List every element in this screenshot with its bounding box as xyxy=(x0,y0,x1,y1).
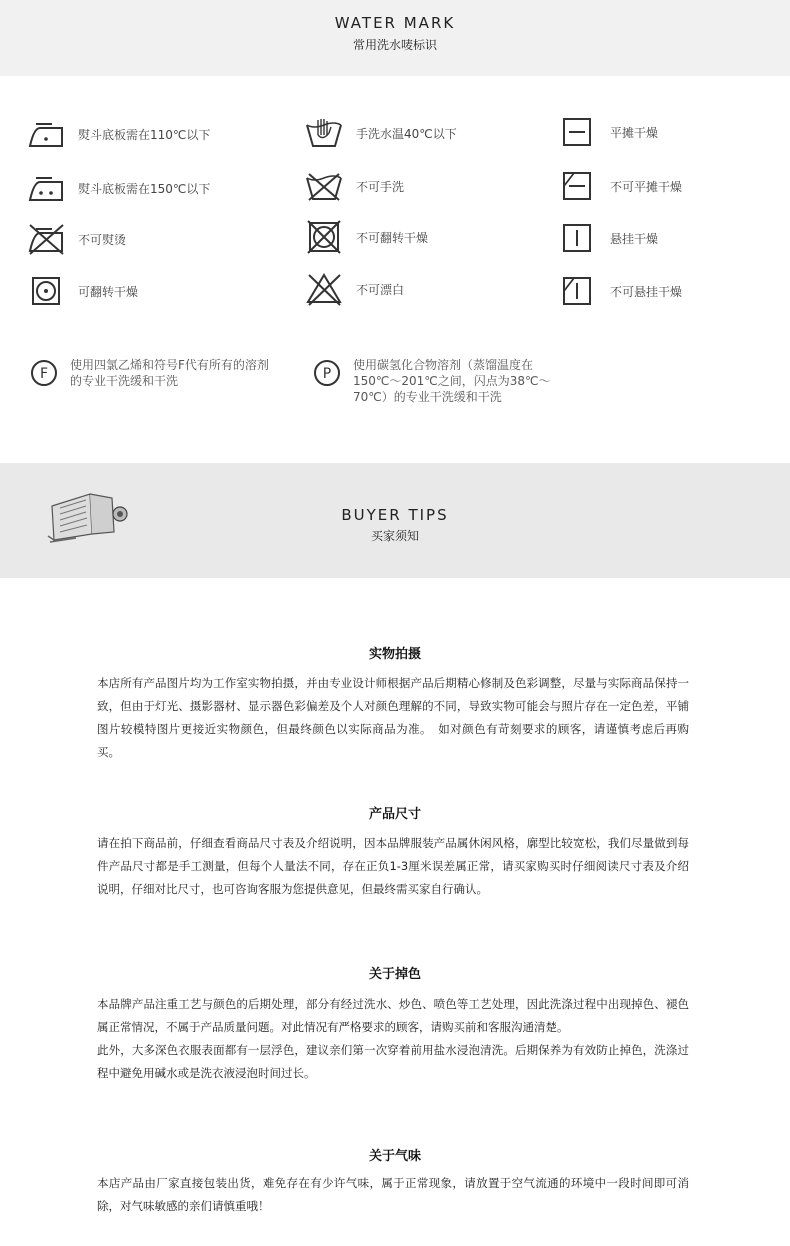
dry-clean-f-text: 使用四氯乙烯和符号F代有所有的溶剂的专业干洗缓和干洗 xyxy=(70,358,269,388)
no-iron-icon xyxy=(26,222,66,256)
water-mark-title: WATER MARK xyxy=(334,14,456,32)
section-title-color-fading: 关于掉色 xyxy=(368,967,421,982)
dry-clean-p-item xyxy=(313,357,559,405)
section-title-odor: 关于气味 xyxy=(368,1149,421,1164)
section-title-photography: 实物拍摄 xyxy=(368,647,421,662)
care-item-iron-110 xyxy=(26,117,210,151)
no-hang-dry-icon xyxy=(558,274,598,308)
water-mark-header xyxy=(0,0,790,76)
svg-text:F: F xyxy=(39,366,49,382)
dry-flat-icon xyxy=(558,115,598,149)
care-label: 手洗水温40℃以下 xyxy=(356,126,457,141)
care-item-iron-150 xyxy=(26,171,210,205)
care-label: 不可熨烫 xyxy=(78,232,127,247)
section-title-size: 产品尺寸 xyxy=(368,807,421,822)
dry-clean-p-icon xyxy=(313,359,341,387)
dry-clean-f-icon xyxy=(30,359,58,387)
iron-one-dot-icon xyxy=(26,117,66,151)
care-item-no-tumble-dry xyxy=(304,220,428,254)
buyer-tips-subtitle: 买家须知 xyxy=(370,529,419,543)
no-hand-wash-icon xyxy=(304,169,344,203)
care-item-no-hand-wash xyxy=(304,169,404,203)
hang-dry-icon xyxy=(558,221,598,255)
buyer-tips-header xyxy=(0,463,790,578)
section-text-color-fading-2: 此外，大多深色衣服表面都有一层浮色，建议亲们第一次穿着前用盐水浸泡清洗。后期保养为有效防止掉色，洗涤过程中避免用碱水或是洗衣液浸泡时间过长。 xyxy=(97,1043,689,1080)
care-label: 不可翻转干燥 xyxy=(356,230,429,245)
dry-clean-f-item xyxy=(30,357,270,389)
care-label: 不可手洗 xyxy=(356,179,405,194)
care-label: 熨斗底板需在150℃以下 xyxy=(78,181,211,196)
dry-clean-p-text: 使用碳氢化合物溶剂（蒸馏温度在150℃～201℃之间，闪点为38℃～70℃）的专业干洗缓和干洗 xyxy=(353,358,551,404)
care-label: 不可平摊干燥 xyxy=(610,179,683,194)
care-label: 不可漂白 xyxy=(356,282,405,297)
care-item-tumble-dry xyxy=(26,274,138,308)
svg-text:P: P xyxy=(322,366,332,382)
care-label: 可翻转干燥 xyxy=(78,284,139,299)
care-label: 不可悬挂干燥 xyxy=(610,284,683,299)
care-item-no-dry-flat xyxy=(558,169,682,203)
buyer-tips-title: BUYER TIPS xyxy=(341,506,449,524)
care-label: 平摊干燥 xyxy=(610,125,659,140)
tumble-dry-icon xyxy=(26,274,66,308)
care-item-hand-wash xyxy=(304,116,457,150)
no-bleach-icon xyxy=(304,272,344,306)
care-label: 熨斗底板需在110℃以下 xyxy=(78,127,211,142)
water-mark-subtitle: 常用洗水唛标识 xyxy=(352,38,437,52)
section-text-color-fading-1: 本品牌产品注重工艺与颜色的后期处理，部分有经过洗水、炒色、喷色等工艺处理，因此洗涤过程中出现掉色、褪色属正常情况，不属于产品质量问题。对此情况有严格要求的顾客，请购买前和客服沟通清楚。 xyxy=(97,997,689,1034)
no-dry-flat-icon xyxy=(558,169,598,203)
care-item-dry-flat xyxy=(558,115,658,149)
hand-wash-icon xyxy=(304,116,344,150)
section-text-photography: 本店所有产品图片均为工作室实物拍摄，并由专业设计师根据产品后期精心修制及色彩调整，尽量与实际商品保持一致，但由于灯光、摄影器材、显示器色彩偏差及个人对颜色理解的不同，导致实物可能会与照片存在一定色差，平铺图片较模特图片更接近实物颜色，但最终颜色以实际商品为准。 如对颜色有苛刻要求的顾客，请谨慎考虑后再购买。 xyxy=(97,676,689,759)
care-label: 悬挂干燥 xyxy=(610,231,659,246)
care-item-no-iron xyxy=(26,222,126,256)
iron-two-dot-icon xyxy=(26,171,66,205)
care-item-no-hang-dry xyxy=(558,274,682,308)
care-item-hang-dry xyxy=(558,221,658,255)
care-item-no-bleach xyxy=(304,272,404,306)
section-text-odor: 本店产品由厂家直接包装出货，难免存在有少许气味，属于正常现象，请放置于空气流通的环境中一段时间即可消除，对气味敏感的亲们请慎重哦！ xyxy=(97,1176,689,1213)
no-tumble-dry-icon xyxy=(304,220,344,254)
section-text-size: 请在拍下商品前，仔细查看商品尺寸表及介绍说明，因本品牌服装产品属休闲风格，廓型比较宽松，我们尽量做到每件产品尺寸都是手工测量，但每个人量法不同，存在正负1-3厘米误差属正常，请买家购买时仔细阅读尺寸表及介绍说明，仔细对比尺寸，也可咨询客服为您提供意见，但最终需买家自行确认。 xyxy=(97,836,689,896)
